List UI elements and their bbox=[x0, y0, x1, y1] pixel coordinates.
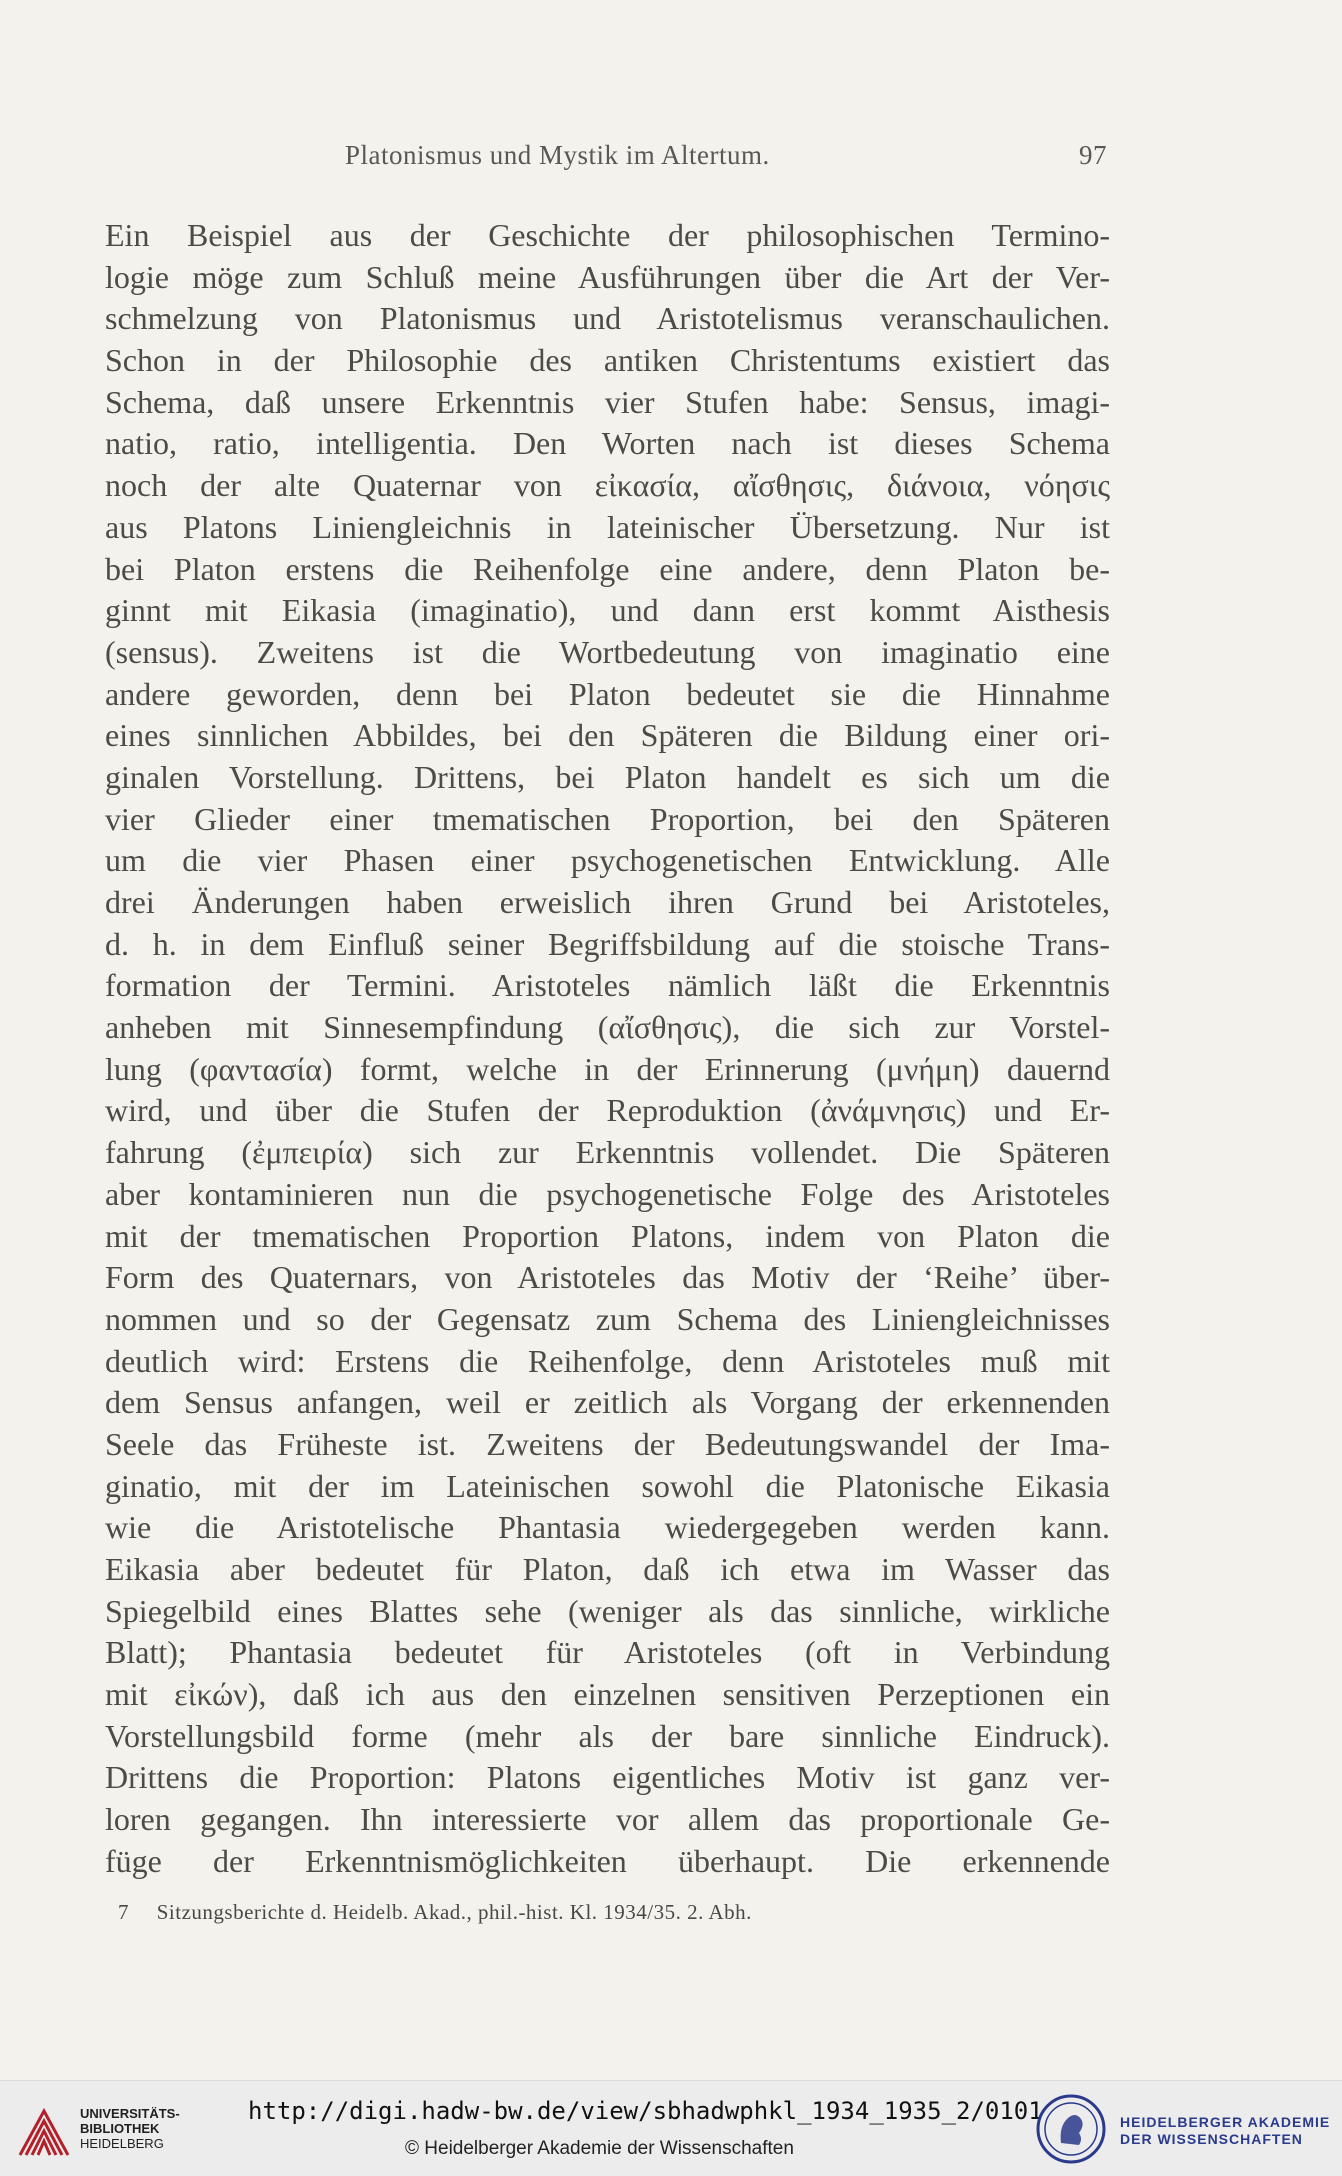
viewer-footer-bar bbox=[0, 2080, 1342, 2176]
text-line: wie die Aristotelische Phantasia wiedergegeben werden kann. bbox=[105, 1509, 1110, 1546]
text-line: wird, und über die Stufen der Reproduktion (ἀνάμνησις) und Er- bbox=[105, 1092, 1110, 1129]
text-line: drei Änderungen haben erweislich ihren Grund bei Aristoteles, bbox=[105, 884, 1110, 920]
university-library-logo-icon bbox=[14, 2103, 74, 2161]
ub-name-line-3: HEIDELBERG bbox=[80, 2136, 164, 2151]
text-line: um die vier Phasen einer psychogenetischen Entwicklung. Alle bbox=[105, 842, 1110, 879]
text-line: ginnt mit Eikasia (imaginatio), und dann erst kommt Aisthesis bbox=[105, 592, 1110, 629]
text-line: vier Glieder einer tmematischen Proportion, bei den Späteren bbox=[105, 800, 1110, 837]
academy-name-line-2: DER WISSENSCHAFTEN bbox=[1120, 2131, 1303, 2147]
text-line: noch der alte Quaternar von εἰκασία, αἴσθησις, διάνοια, νόησις bbox=[105, 467, 1110, 504]
text-line: natio, ratio, intelligentia. Den Worten nach ist dieses Schema bbox=[105, 425, 1110, 462]
text-line: fahrung (ἐμπειρία) sich zur Erkenntnis vollendet. Die Späteren bbox=[105, 1134, 1110, 1171]
text-line: ginatio, mit der im Lateinischen sowohl die Platonische Eikasia bbox=[105, 1467, 1110, 1504]
ub-name-line-2: BIBLIOTHEK bbox=[80, 2121, 160, 2136]
permalink-url[interactable]: http://digi.hadw-bw.de/view/sbhadwphkl_1934_1935_2/0101 bbox=[248, 2097, 1043, 2125]
running-head bbox=[345, 140, 1105, 171]
text-line: loren gegangen. Ihn interessierte vor allem das proportionale Ge- bbox=[105, 1801, 1110, 1838]
ub-name-line-1: UNIVERSITÄTS- bbox=[80, 2106, 180, 2121]
academy-name-line-1: HEIDELBERGER AKADEMIE bbox=[1120, 2114, 1331, 2130]
university-library-name bbox=[80, 2106, 180, 2151]
footer-citation: Sitzungsberichte d. Heidelb. Akad., phil.-hist. Kl. 1934/35. 2. Abh. bbox=[156, 1900, 752, 1924]
text-line: nommen und so der Gegensatz zum Schema des Liniengleichnisses bbox=[105, 1300, 1110, 1337]
text-line: Blatt); Phantasia bedeutet für Aristoteles (oft in Verbindung bbox=[105, 1634, 1110, 1671]
text-line: d. h. in dem Einfluß seiner Begriffsbildung auf die stoische Trans- bbox=[105, 925, 1110, 962]
text-line: (sensus). Zweitens ist die Wortbedeutung von imaginatio eine bbox=[105, 633, 1110, 670]
text-line: bei Platon erstens die Reihenfolge eine andere, denn Platon be- bbox=[105, 550, 1110, 587]
text-line: dem Sensus anfangen, weil er zeitlich als Vorgang der erkennenden bbox=[105, 1384, 1110, 1421]
text-line: mit der tmematischen Proportion Platons, indem von Platon die bbox=[105, 1217, 1110, 1254]
text-line: eines sinnlichen Abbildes, bei den Späteren die Bildung einer ori- bbox=[105, 717, 1110, 754]
text-line: lung (φαντασία) formt, welche in der Erinnerung (μνήμη) dauernd bbox=[105, 1050, 1110, 1087]
text-line: ginalen Vorstellung. Drittens, bei Platon handelt es sich um die bbox=[105, 758, 1110, 795]
text-line: Eikasia aber bedeutet für Platon, daß ich etwa im Wasser das bbox=[105, 1551, 1110, 1587]
text-line: Schon in der Philosophie des antiken Christentums existiert das bbox=[105, 342, 1110, 379]
running-head-title: Platonismus und Mystik im Altertum. bbox=[345, 140, 770, 170]
page-number: 97 bbox=[1079, 140, 1107, 170]
text-line: deutlich wird: Erstens die Reihenfolge, denn Aristoteles muß mit bbox=[105, 1342, 1110, 1379]
text-line: Ein Beispiel aus der Geschichte der philosophischen Termino- bbox=[105, 217, 1110, 253]
footer-note bbox=[118, 1900, 752, 1925]
text-line: anheben mit Sinnesempfindung (αἴσθησις), die sich zur Vorstel- bbox=[105, 1009, 1110, 1046]
text-line: aber kontaminieren nun die psychogenetische Folge des Aristoteles bbox=[105, 1175, 1110, 1212]
text-line: Drittens die Proportion: Platons eigentliches Motiv ist ganz ver- bbox=[105, 1759, 1110, 1796]
text-line: logie möge zum Schluß meine Ausführungen über die Art der Ver- bbox=[105, 258, 1110, 295]
copyright-notice: © Heidelberger Akademie der Wissenschaften bbox=[405, 2138, 794, 2159]
text-line: Seele das Früheste ist. Zweitens der Bedeutungswandel der Ima- bbox=[105, 1425, 1110, 1462]
text-line: andere geworden, denn bei Platon bedeutet sie die Hinnahme bbox=[105, 675, 1110, 712]
body-text bbox=[105, 215, 1110, 1883]
academy-seal-icon bbox=[1035, 2093, 1107, 2165]
text-line: aus Platons Liniengleichnis in lateinischer Übersetzung. Nur ist bbox=[105, 508, 1110, 545]
academy-name bbox=[1120, 2114, 1330, 2148]
text-line: Schema, daß unsere Erkenntnis vier Stufen habe: Sensus, imagi- bbox=[105, 383, 1110, 420]
signature-mark: 7 bbox=[118, 1900, 129, 1924]
text-line: Form des Quaternars, von Aristoteles das Motiv der ‘Reihe’ über- bbox=[105, 1259, 1110, 1296]
text-line: Vorstellungsbild forme (mehr als der bare sinnliche Eindruck). bbox=[105, 1717, 1110, 1754]
text-line: mit εἰκών), daß ich aus den einzelnen sensitiven Perzeptionen ein bbox=[105, 1676, 1110, 1713]
text-line: formation der Termini. Aristoteles nämlich läßt die Erkenntnis bbox=[105, 967, 1110, 1004]
text-line: Spiegelbild eines Blattes sehe (weniger als das sinnliche, wirkliche bbox=[105, 1592, 1110, 1629]
text-line: schmelzung von Platonismus und Aristotelismus veranschaulichen. bbox=[105, 300, 1110, 337]
text-line: füge der Erkenntnismöglichkeiten überhaupt. Die erkennende bbox=[105, 1842, 1110, 1879]
